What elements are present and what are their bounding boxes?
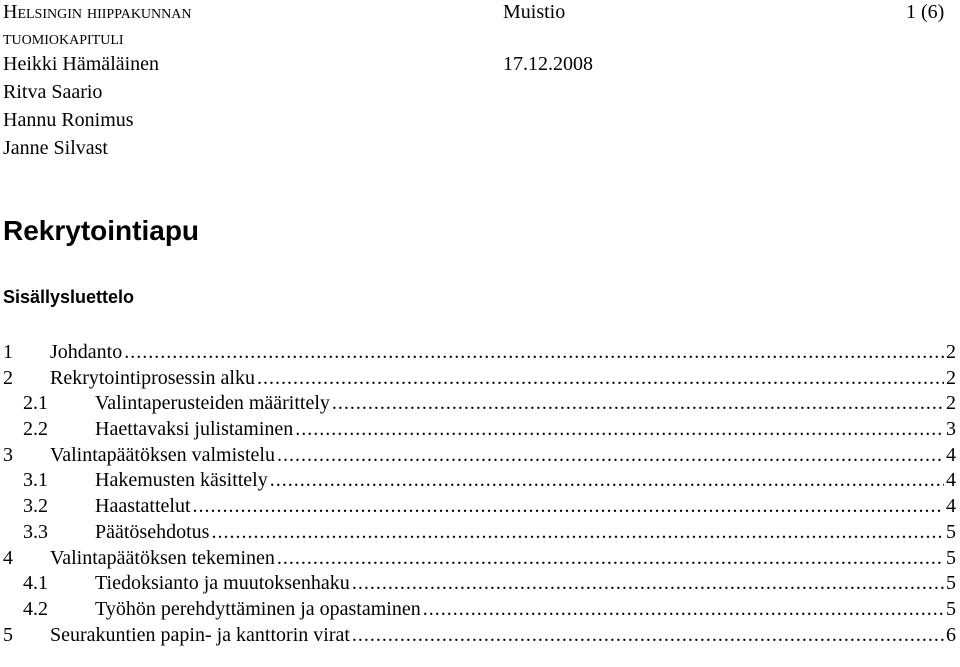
toc-entry-page: 6 [946,623,956,646]
toc-dot-leader [211,520,944,545]
toc-entry-label: Valintapäätöksen tekeminen [50,546,275,569]
toc-dot-leader [277,443,944,468]
toc-entry-number: 4 [3,546,13,569]
toc-entry-number: 4.1 [23,572,48,595]
document-type: Muistio [503,1,566,23]
author-name: Hannu Ronimus [3,109,134,131]
author-name: Janne Silvast [3,137,108,159]
toc-entry[interactable] [3,520,956,546]
document-title: Rekrytointiapu [3,215,200,246]
toc-entry-number: 2.2 [23,418,48,441]
toc-entry-label: Johdanto [50,341,123,363]
toc-entry-page: 4 [946,495,956,518]
toc-entry-number: 4.2 [23,597,48,620]
toc-entry-number: 5 [3,623,13,646]
author-name: Heikki Hämäläinen [3,53,160,75]
toc-heading: Sisällysluettelo [3,287,135,307]
toc-entry-label: Haastattelut [95,495,191,518]
toc-entry-page: 2 [946,341,956,363]
toc-entry[interactable] [3,494,956,520]
toc-entry-page: 4 [946,443,956,466]
toc-entry-label: Rekrytointiprosessin alku [50,366,255,389]
toc-dot-leader [193,494,944,519]
toc-dot-leader [124,340,944,365]
toc-entry-page: 5 [946,572,956,595]
toc-entry-number: 3 [3,443,13,466]
toc-entry-number: 3.2 [23,495,48,518]
toc-entry-label: Hakemusten käsittely [95,469,268,492]
toc-dot-leader [270,468,944,493]
toc-entry-label: Työhön perehdyttäminen ja opastaminen [95,597,421,620]
toc-entry[interactable] [3,571,956,597]
toc-entry[interactable] [3,417,956,443]
toc-entry[interactable] [3,546,956,572]
toc-entry-number: 2 [3,366,13,389]
toc-entry-label: Tiedoksianto ja muutoksenhaku [95,572,350,595]
toc-entry-page: 2 [946,366,956,389]
toc-dot-leader [352,623,944,648]
toc-dot-leader [332,391,944,416]
page-indicator: 1 (6) [906,1,945,23]
organization-name: Helsingin hiippakunnan [3,1,192,23]
author-name: Ritva Saario [3,81,103,103]
toc-dot-leader [257,366,944,391]
toc-entry[interactable] [3,623,956,649]
toc-entry-label: Haettavaksi julistaminen [95,418,294,441]
toc-dot-leader [295,417,944,442]
toc-entry[interactable] [3,443,956,469]
table-of-contents [3,340,956,648]
toc-entry-number: 2.1 [23,392,48,415]
toc-entry-label: Valintaperusteiden määrittely [95,392,330,415]
toc-entry-page: 5 [946,546,956,569]
toc-entry-number: 3.3 [23,520,48,543]
toc-entry[interactable] [3,468,956,494]
toc-entry-page: 2 [946,392,956,415]
document-date: 17.12.2008 [503,53,593,75]
toc-entry-page: 5 [946,520,956,543]
toc-entry[interactable] [3,366,956,392]
toc-dot-leader [352,571,944,596]
organization-department: tuomiokapituli [3,27,124,49]
toc-entry-page: 5 [946,597,956,620]
toc-entry-number: 1 [3,341,13,363]
toc-dot-leader [277,546,944,571]
toc-entry[interactable] [3,340,956,366]
toc-dot-leader [423,597,944,622]
toc-entry[interactable] [3,597,956,623]
toc-entry-label: Seurakuntien papin- ja kanttorin virat [50,623,350,646]
toc-entry-label: Päätösehdotus [95,520,210,543]
toc-entry-page: 3 [946,418,956,441]
toc-entry[interactable] [3,391,956,417]
toc-entry-label: Valintapäätöksen valmistelu [50,443,275,466]
toc-entry-number: 3.1 [23,469,48,492]
toc-entry-page: 4 [946,469,956,492]
